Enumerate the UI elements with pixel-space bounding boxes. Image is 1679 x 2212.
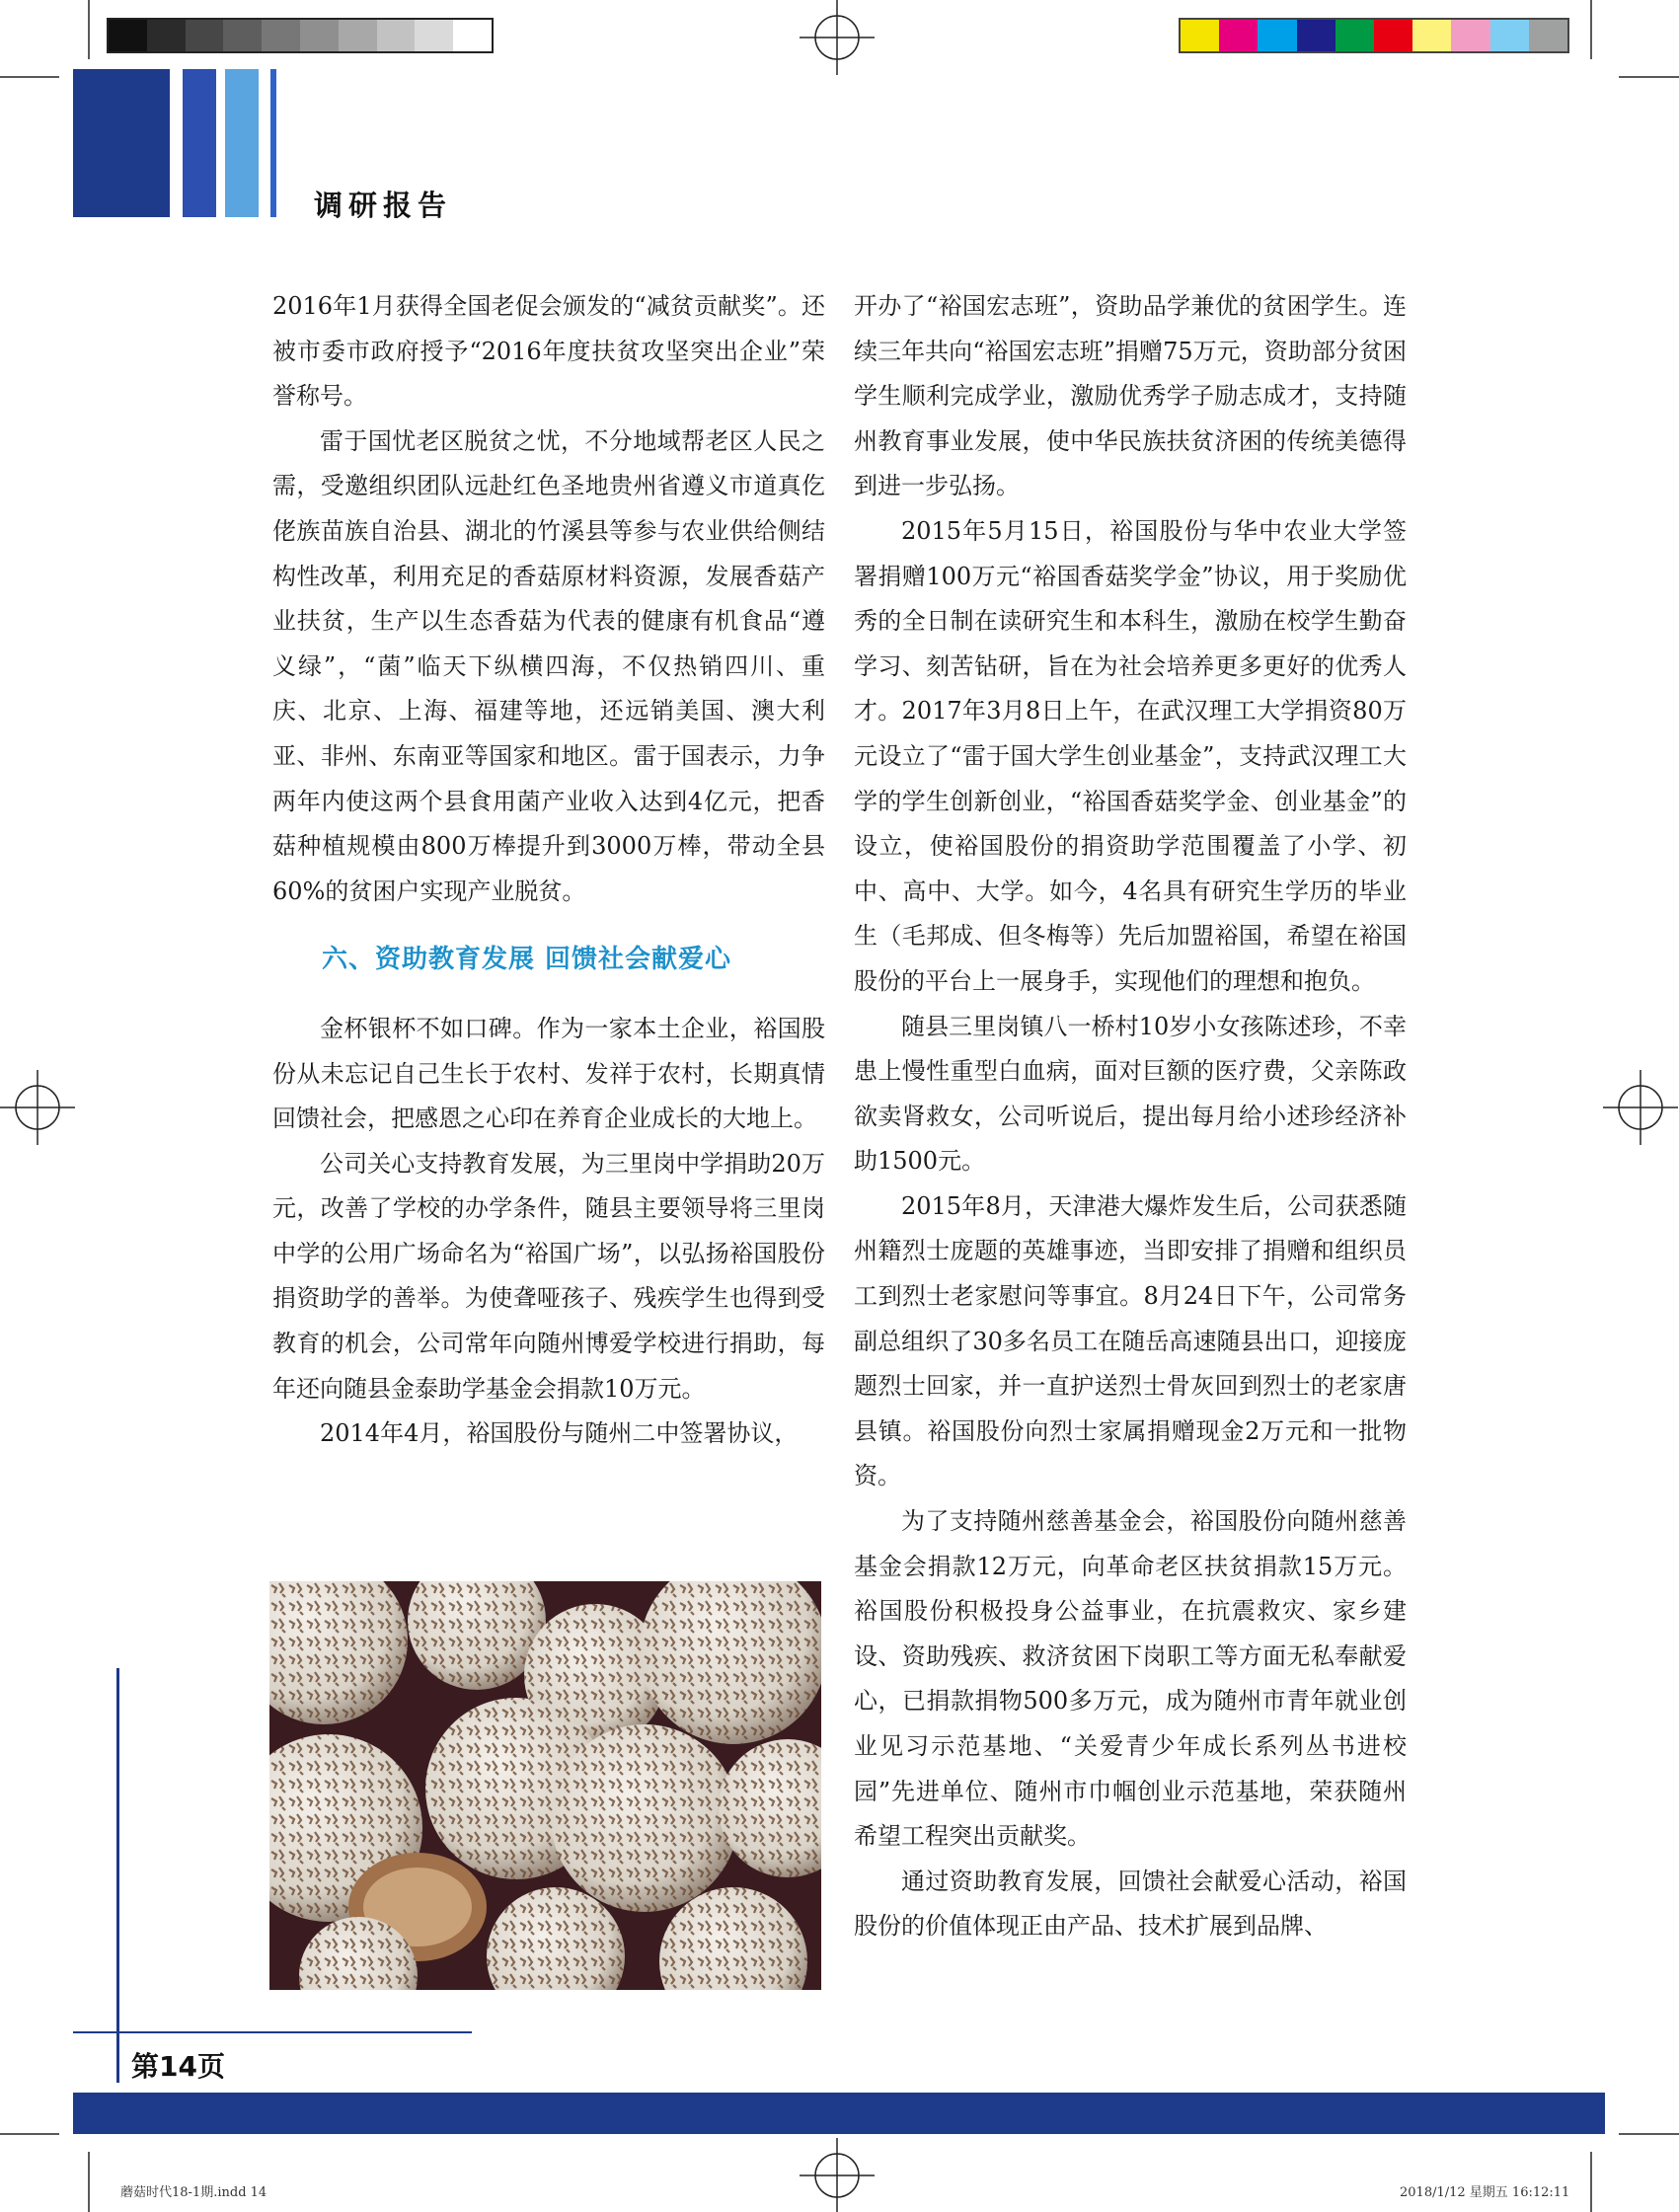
header-bar-thin bbox=[270, 69, 276, 217]
mushroom-photo bbox=[269, 1581, 821, 1990]
footer-horizontal-rule bbox=[73, 2031, 472, 2033]
right-paragraph-3: 随县三里岗镇八一桥村10岁小女孩陈述珍，不幸患上慢性重型白血病，面对巨额的医疗费，父亲陈政欲卖肾救女，公司听说后，提出每月给小述珍经济补助1500元。 bbox=[854, 1012, 1407, 1176]
section-heading: 六、资助教育发展 回馈社会献爱心 bbox=[322, 945, 732, 975]
footer-blue-band bbox=[73, 2093, 1605, 2134]
left-paragraph-3: 金杯银杯不如口碑。作为一家本土企业，裕国股份从未忘记自己生长于农村、发祥于农村，长期真情回馈社会，把感恩之心印在养育企业成长的大地上。 bbox=[272, 1014, 825, 1133]
registration-mark-right bbox=[1603, 1070, 1678, 1145]
header-bar-dark bbox=[73, 69, 170, 217]
left-column bbox=[272, 284, 825, 1457]
right-paragraph-2: 2015年5月15日，裕国股份与华中农业大学签署捐赠100万元“裕国香菇奖学金”协议，用于奖励优秀的全日制在读研究生和本科生，激励在校学生勤奋学习、刻苦钻研，旨在为社会培养更多更好的优秀人才。2017年3月8日上午，在武汉理工大学捐资80万元设立了“雷于国大学生创业基金”，支持武汉理工大学的学生创新创业，“裕国香菇奖学金、创业基金”的设立，使裕国股份的捐资助学范围覆盖了小学、初中、高中、大学。如今，4名具有研究生学历的毕业生（毛邦成、但冬梅等）先后加盟裕国，希望在裕国股份的平台上一展身手，实现他们的理想和抱负。 bbox=[854, 516, 1407, 995]
left-paragraph-4: 公司关心支持教育发展，为三里岗中学捐助20万元，改善了学校的办学条件，随县主要领导将三里岗中学的公用广场命名为“裕国广场”，以弘扬裕国股份捐资助学的善举。为使聋哑孩子、残疾学生也得到受教育的机会，公司常年向随州博爱学校进行捐助，每年还向随县金泰助学基金会捐款10万元。 bbox=[272, 1149, 825, 1403]
left-paragraph-2: 雷于国忧老区脱贫之忧，不分地域帮老区人民之需，受邀组织团队远赴红色圣地贵州省遵义市道真仡佬族苗族自治县、湖北的竹溪县等参与农业供给侧结构性改革，利用充足的香菇原材料资源，发展香菇产业扶贫，生产以生态香菇为代表的健康有机食品“遵义绿”，“菌”临天下纵横四海，不仅热销四川、重庆、北京、上海、福建等地，还远销美国、澳大利亚、非州、东南亚等国家和地区。雷于国表示，力争两年内使这两个县食用菌产业收入达到4亿元，把香菇种植规模由800万棒提升到3000万棒，带动全县60%的贫困户实现产业脱贫。 bbox=[272, 426, 825, 905]
mushroom-photo-illustration bbox=[269, 1581, 821, 1990]
right-paragraph-4: 2015年8月，天津港大爆炸发生后，公司获悉随州籍烈士庞题的英雄事迹，当即安排了捐赠和组织员工到烈士老家慰问等事宜。8月24日下午，公司常务副总组织了30多名员工在随岳高速随县出口，迎接庞题烈士回家，并一直护送烈士骨灰回到烈士的老家唐县镇。裕国股份向烈士家属捐赠现金2万元和一批物资。 bbox=[854, 1191, 1407, 1490]
registration-mark-top bbox=[800, 0, 875, 75]
right-paragraph-6: 通过资助教育发展，回馈社会献爱心活动，裕国股份的价值体现正由产品、技术扩展到品牌、 bbox=[854, 1867, 1407, 1941]
left-paragraph-1: 2016年1月获得全国老促会颁发的“减贫贡献奖”。还被市委市政府授予“2016年度扶贫攻坚突出企业”荣誉称号。 bbox=[272, 292, 825, 411]
print-timestamp: 2018/1/12 星期五 16:12:11 bbox=[1400, 2185, 1570, 2200]
right-paragraph-1: 开办了“裕国宏志班”，资助品学兼优的贫困学生。连续三年共向“裕国宏志班”捐赠75万元，资助部分贫困学生顺利完成学业，激励优秀学子励志成才，支持随州教育事业发展，使中华民族扶贫济困的传统美德得到进一步弘扬。 bbox=[854, 292, 1407, 500]
header-bar-light bbox=[225, 69, 259, 217]
file-info: 蘑菇时代18-1期.indd 14 bbox=[120, 2185, 267, 2200]
footer-vertical-rule bbox=[116, 1668, 119, 2083]
left-paragraph-5: 2014年4月，裕国股份与随州二中签署协议， bbox=[320, 1419, 799, 1448]
registration-mark-bottom bbox=[800, 2138, 875, 2212]
page-number: 第14页 bbox=[131, 2050, 225, 2083]
registration-mark-left bbox=[0, 1070, 75, 1145]
section-title: 调研报告 bbox=[314, 189, 453, 222]
right-column bbox=[854, 284, 1407, 1949]
right-paragraph-5: 为了支持随州慈善基金会，裕国股份向随州慈善基金会捐款12万元，向革命老区扶贫捐款15万元。裕国股份积极投身公益事业，在抗震救灾、家乡建设、资助残疾、救济贫困下岗职工等方面无私奉献爱心，已捐款捐物500多万元，成为随州市青年就业创业见习示范基地、“关爱青少年成长系列丛书进校园”先进单位、随州市巾帼创业示范基地，荣获随州希望工程突出贡献奖。 bbox=[854, 1507, 1407, 1851]
header-bar-medium bbox=[183, 69, 216, 217]
